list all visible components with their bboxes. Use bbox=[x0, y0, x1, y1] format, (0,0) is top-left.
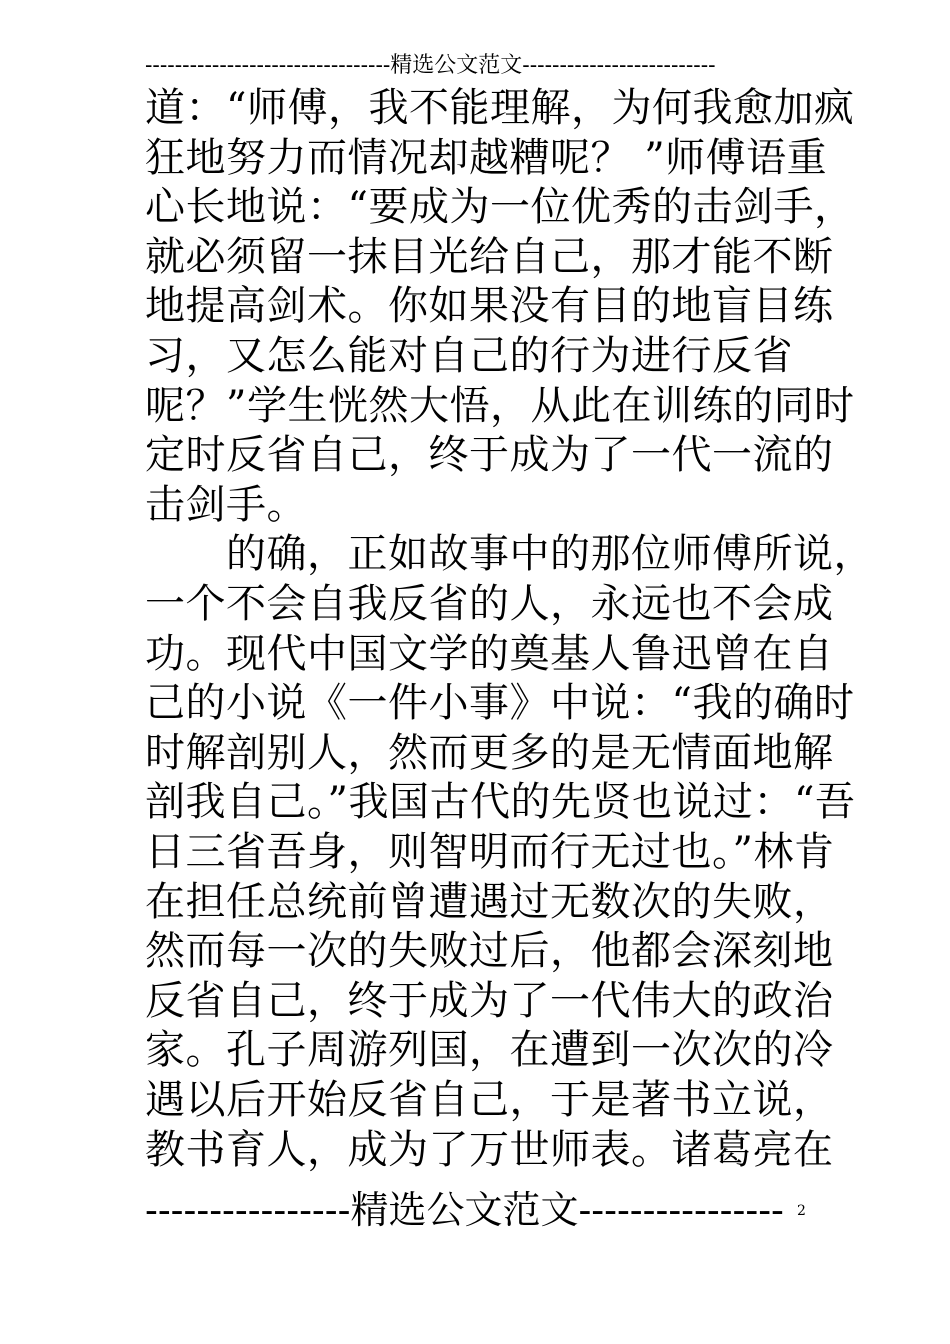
text-line: 己的小说《一件小事》中说：“我的确时 bbox=[145, 680, 855, 727]
page-header: ---------------------------------精选公文范文-------------------------- bbox=[145, 53, 716, 78]
text-line: 地提高剑术。你如果没有目的地盲目练 bbox=[145, 283, 834, 330]
text-line: 时解剖别人，然而更多的是无情面地解 bbox=[145, 729, 834, 776]
page-number: 2 bbox=[797, 1203, 806, 1219]
text-line: 狂地努力而情况却越糟呢？ ”师傅语重 bbox=[145, 134, 828, 181]
text-line: 在担任总统前曾遭遇过无数次的失败， bbox=[145, 878, 834, 925]
text-line: 家。孔子周游列国，在遭到一次次的冷 bbox=[145, 1027, 834, 1074]
text-line: 就必须留一抹目光给自己，那才能不断 bbox=[145, 233, 834, 280]
text-line: 遇以后开始反省自己，于是著书立说， bbox=[145, 1077, 834, 1123]
text-line: 道：“师傅，我不能理解，为何我愈加疯 bbox=[145, 85, 855, 131]
text-line: 呢？”学生恍然大悟，从此在训练的同时 bbox=[145, 382, 855, 429]
text-line: 然而每一次的失败过后，他都会深刻地 bbox=[145, 928, 834, 975]
last-body-line: 教书育人，成为了万世师表。诸葛亮在 bbox=[145, 1126, 834, 1173]
text-line: 反省自己，终于成为了一代伟大的政治 bbox=[145, 977, 834, 1024]
text-line: 击剑手。 bbox=[145, 481, 307, 528]
text-line: 定时反省自己，终于成为了一代一流的 bbox=[145, 432, 834, 479]
text-line: 剖我自己。”我国古代的先贤也说过：“吾 bbox=[145, 779, 856, 826]
text-line: 日三省吾身，则智明而行无过也。”林肯 bbox=[145, 829, 835, 875]
text-line: 一个不会自我反省的人，永远也不会成 bbox=[145, 581, 834, 627]
text-line: 功。现代中国文学的奠基人鲁迅曾在自 bbox=[145, 630, 834, 677]
text-line: 习，又怎么能对自己的行为进行反省 bbox=[145, 333, 793, 379]
text-line: 心长地说：“要成为一位优秀的击剑手， bbox=[145, 184, 855, 231]
page-footer: ----------------精选公文范文---------------- bbox=[145, 1188, 784, 1232]
text-line: 的确，正如故事中的那位师傅所说， bbox=[145, 531, 874, 578]
